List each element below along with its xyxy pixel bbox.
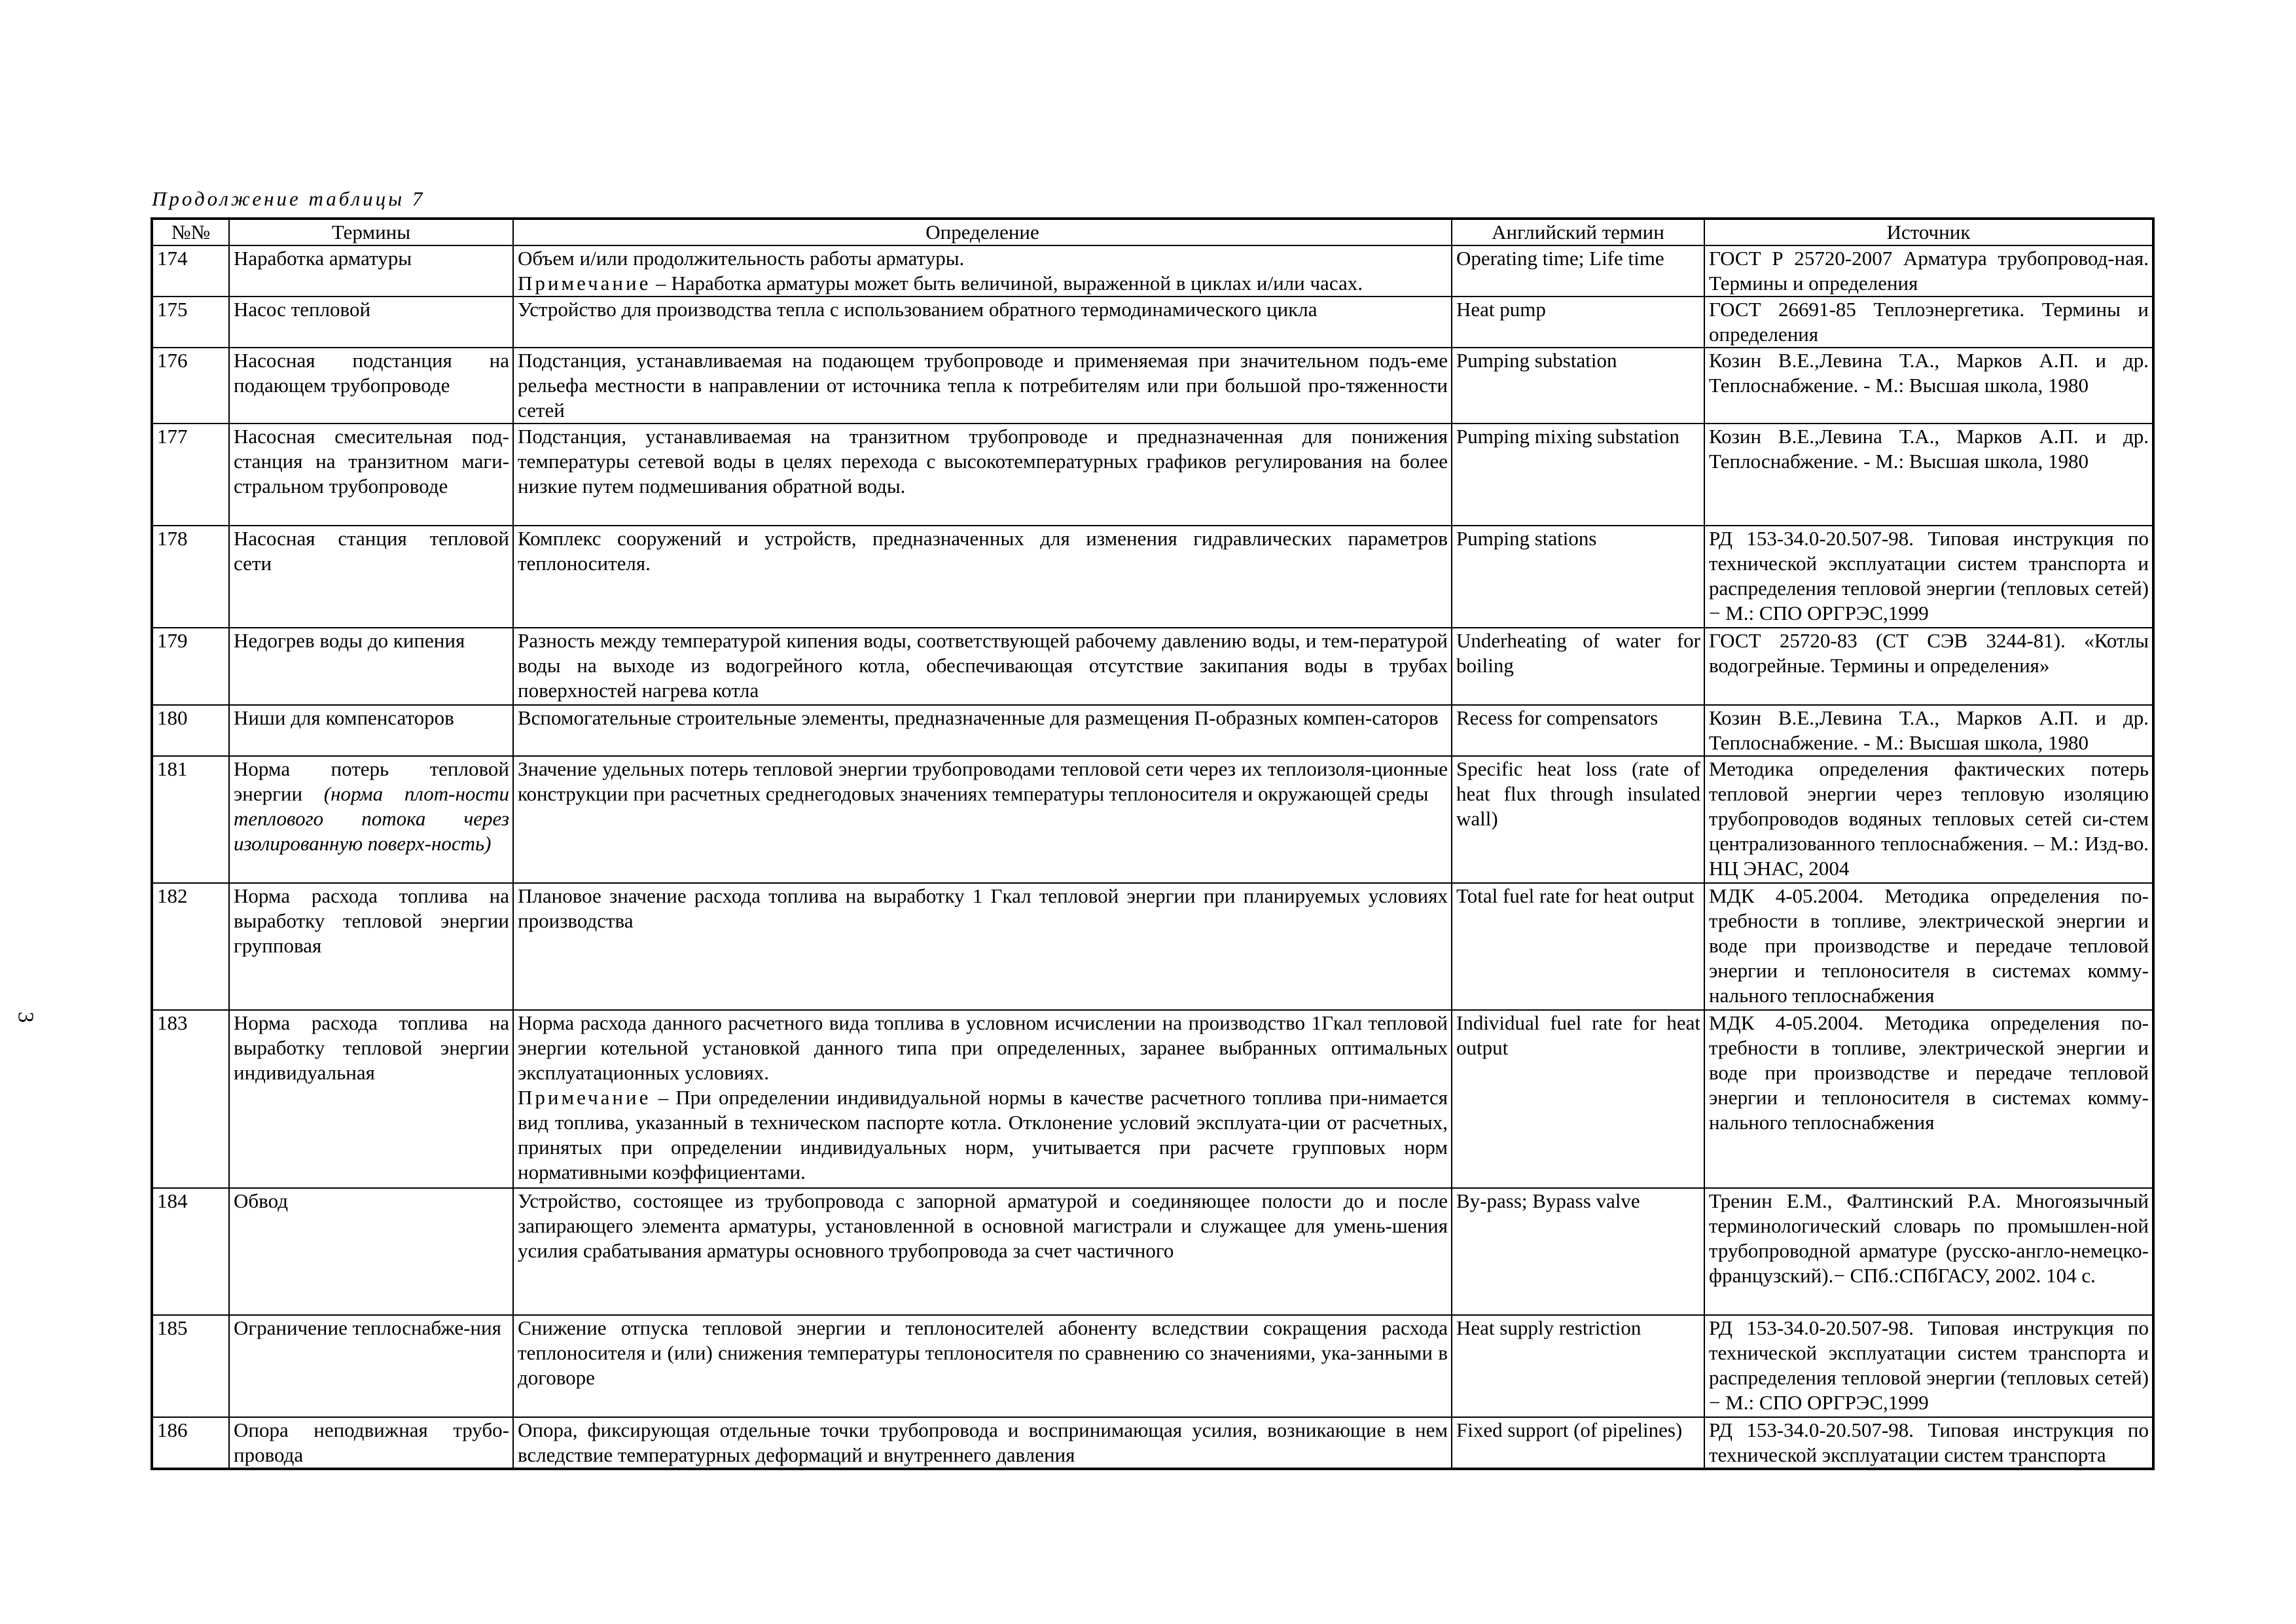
table-row [152,1315,2153,1417]
row-number: 180 [152,705,229,756]
source-cell: МДК 4-05.2004. Методика определения по-требности в топливе, электрической энергии и воде при производстве и передаче тепловой энергии и теплоносителя в системах комму-нального теплоснабжения [1704,1010,2153,1188]
source-cell: Козин В.Е.,Левина Т.А., Марков А.П. и др. Теплоснабжение. - М.: Высшая школа, 1980 [1704,705,2153,756]
term-cell: Недогрев воды до кипения [229,628,513,705]
column-header-source: Источник [1704,219,2153,245]
definition-cell [513,245,1452,297]
note-text: – При определении индивидуальной нормы в качестве расчетного топлива при-нимается вид топлива, указанный в техническом паспорте котла. Отклонение условий эксплуата-ции от расчетных, принятых при определении индивидуальных норм, учитывается при расчете групповых норм нормативными коэффициентами. [518,1086,1448,1183]
term-cell: Ниши для компенсаторов [229,705,513,756]
table-row [152,526,2153,628]
source-cell: РД 153-34.0-20.507-98. Типовая инструкция по технической эксплуатации систем транспорта [1704,1417,2153,1469]
definition-cell: Подстанция, устанавливаемая на подающем трубопроводе и применяемая при значительном подъ-еме рельефа местности в направлении от источника тепла к потребителям или при большой про-тяженности сетей [513,348,1452,424]
source-cell: Тренин Е.М., Фалтинский Р.А. Многоязычный терминологический словарь по промышлен-ной трубопроводной арматуре (русско-англо-немецко-французский).− СПб.:СПбГАСУ, 2002. 104 с. [1704,1188,2153,1315]
english-term-cell: Pumping mixing substation [1452,424,1704,526]
definition-cell: Комплекс сооружений и устройств, предназначенных для изменения гидравлических параметров теплоносителя. [513,526,1452,628]
row-number: 181 [152,756,229,883]
english-term-cell: Operating time; Life time [1452,245,1704,297]
column-header-definition: Определение [513,219,1452,245]
definition-cell: Разность между температурой кипения воды, соответствующей рабочему давлению воды, и тем-пературой воды на выходе из водогрейного котла, обеспечивающая отсутствие закипания воды в трубах поверхностей нагрева котла [513,628,1452,705]
row-number: 182 [152,883,229,1010]
english-term-cell: Pumping substation [1452,348,1704,424]
row-number: 179 [152,628,229,705]
source-cell: МДК 4-05.2004. Методика определения по-требности в топливе, электрической энергии и воде при производстве и передаче тепловой энергии и теплоносителя в системах комму-нального теплоснабжения [1704,883,2153,1010]
definition-cell: Устройство для производства тепла с использованием обратного термодинамического цикла [513,297,1452,348]
table-row [152,628,2153,705]
term-cell: Обвод [229,1188,513,1315]
term-cell: Насос тепловой [229,297,513,348]
row-number: 177 [152,424,229,526]
table-row [152,297,2153,348]
table-row [152,424,2153,526]
terms-table [151,217,2155,1470]
table-row [152,1010,2153,1188]
term-synonym: (норма плот-ности теплового потока через изолированную поверх-ность) [234,782,509,855]
column-header-english-term: Английский термин [1452,219,1704,245]
term-cell [229,756,513,883]
english-term-cell: Total fuel rate for heat output [1452,883,1704,1010]
table-row [152,756,2153,883]
english-term-cell: Heat supply restriction [1452,1315,1704,1417]
definition-cell: Подстанция, устанавливаемая на транзитном трубопроводе и предназначенная для понижения температуры сетевой воды в целях перехода с высокотемпературных графиков регулирования на более низкие путем подмешивания обратной воды. [513,424,1452,526]
note-text: – Наработка арматуры может быть величиной, выраженной в циклах и/или часах. [651,272,1363,295]
source-cell: ГОСТ Р 25720-2007 Арматура трубопровод-ная. Термины и определения [1704,245,2153,297]
note-label: Примечание [518,272,651,295]
english-term-cell: Specific heat loss (rate of heat flux through insulated wall) [1452,756,1704,883]
definition-text: Объем и/или продолжительность работы арматуры. [518,247,965,270]
definition-cell: Вспомогательные строительные элементы, предназначенные для размещения П-образных компен-саторов [513,705,1452,756]
definition-cell [513,1010,1452,1188]
row-number: 184 [152,1188,229,1315]
table-header-row [152,219,2153,245]
english-term-cell: By-pass; Bypass valve [1452,1188,1704,1315]
row-number: 174 [152,245,229,297]
definition-cell: Снижение отпуска тепловой энергии и теплоносителей абоненту вследствии сокращения расхода теплоносителя и (или) снижения температуры теплоносителя по сравнению со значениями, ука-занными в договоре [513,1315,1452,1417]
term-cell: Ограничение теплоснабже-ния [229,1315,513,1417]
definition-text: Норма расхода данного расчетного вида топлива в условном исчислении на производство 1Гкал тепловой энергии котельной установкой данного типа при определенных, заранее выбранных оптимальных эксплуатационных условиях. [518,1011,1448,1084]
table-row [152,1188,2153,1315]
source-cell: Козин В.Е.,Левина Т.А., Марков А.П. и др. Теплоснабжение. - М.: Высшая школа, 1980 [1704,424,2153,526]
table-row [152,883,2153,1010]
table-row [152,1417,2153,1469]
row-number: 176 [152,348,229,424]
term-cell: Насосная подстанция на подающем трубопроводе [229,348,513,424]
page-number: 3 [13,1011,38,1023]
definition-note [518,271,1448,296]
row-number: 178 [152,526,229,628]
definition-note [518,1085,1448,1185]
table-row [152,705,2153,756]
english-term-cell: Pumping stations [1452,526,1704,628]
source-cell: Методика определения фактических потерь тепловой энергии через тепловую изоляцию трубопроводов водяных тепловых сетей си-стем централизованного теплоснабжения. – М.: Изд-во. НЦ ЭНАС, 2004 [1704,756,2153,883]
term-cell: Норма расхода топлива на выработку тепловой энергии групповая [229,883,513,1010]
definition-cell: Устройство, состоящее из трубопровода с запорной арматурой и соединяющее полости до и после запирающего элемента арматуры, установленной в основной магистрали и служащее для умень-шения усилия срабатывания арматуры основного трубопровода за счет частичного [513,1188,1452,1315]
term-cell: Норма расхода топлива на выработку тепловой энергии индивидуальная [229,1010,513,1188]
source-cell: РД 153-34.0-20.507-98. Типовая инструкция по технической эксплуатации систем транспорта и распределения тепловой энергии (тепловых сетей) − М.: СПО ОРГРЭС,1999 [1704,1315,2153,1417]
english-term-cell: Underheating of water for boiling [1452,628,1704,705]
term-text: Норма потерь тепловой энергии [234,757,509,805]
english-term-cell: Recess for compensators [1452,705,1704,756]
english-term-cell: Heat pump [1452,297,1704,348]
term-cell: Насосная смесительная под-станция на транзитном маги-стральном трубопроводе [229,424,513,526]
table-row [152,348,2153,424]
definition-cell: Опора, фиксирующая отдельные точки трубопровода и воспринимающая усилия, возникающие в нем вследствие температурных деформаций и внутреннего давления [513,1417,1452,1469]
table-row [152,245,2153,297]
row-number: 186 [152,1417,229,1469]
column-header-terms: Термины [229,219,513,245]
term-cell: Насосная станция тепловой сети [229,526,513,628]
term-cell: Наработка арматуры [229,245,513,297]
source-cell: ГОСТ 26691-85 Теплоэнергетика. Термины и определения [1704,297,2153,348]
term-cell: Опора неподвижная трубо-провода [229,1417,513,1469]
row-number: 185 [152,1315,229,1417]
definition-cell: Плановое значение расхода топлива на выработку 1 Гкал тепловой энергии при планируемых условиях производства [513,883,1452,1010]
source-cell: Козин В.Е.,Левина Т.А., Марков А.П. и др. Теплоснабжение. - М.: Высшая школа, 1980 [1704,348,2153,424]
table-caption: Продолжение таблицы 7 [152,187,425,210]
english-term-cell: Individual fuel rate for heat output [1452,1010,1704,1188]
english-term-cell: Fixed support (of pipelines) [1452,1417,1704,1469]
row-number: 175 [152,297,229,348]
source-cell: ГОСТ 25720-83 (СТ СЭВ 3244-81). «Котлы водогрейные. Термины и определения» [1704,628,2153,705]
source-cell: РД 153-34.0-20.507-98. Типовая инструкция по технической эксплуатации систем транспорта и распределения тепловой энергии (тепловых сетей) − М.: СПО ОРГРЭС,1999 [1704,526,2153,628]
row-number: 183 [152,1010,229,1188]
note-label: Примечание [518,1086,651,1109]
column-header-number: №№ [152,219,229,245]
definition-cell: Значение удельных потерь тепловой энергии трубопроводами тепловой сети через их теплоизоля-ционные конструкции при расчетных среднегодовых значениях температуры теплоносителя и окружающей среды [513,756,1452,883]
